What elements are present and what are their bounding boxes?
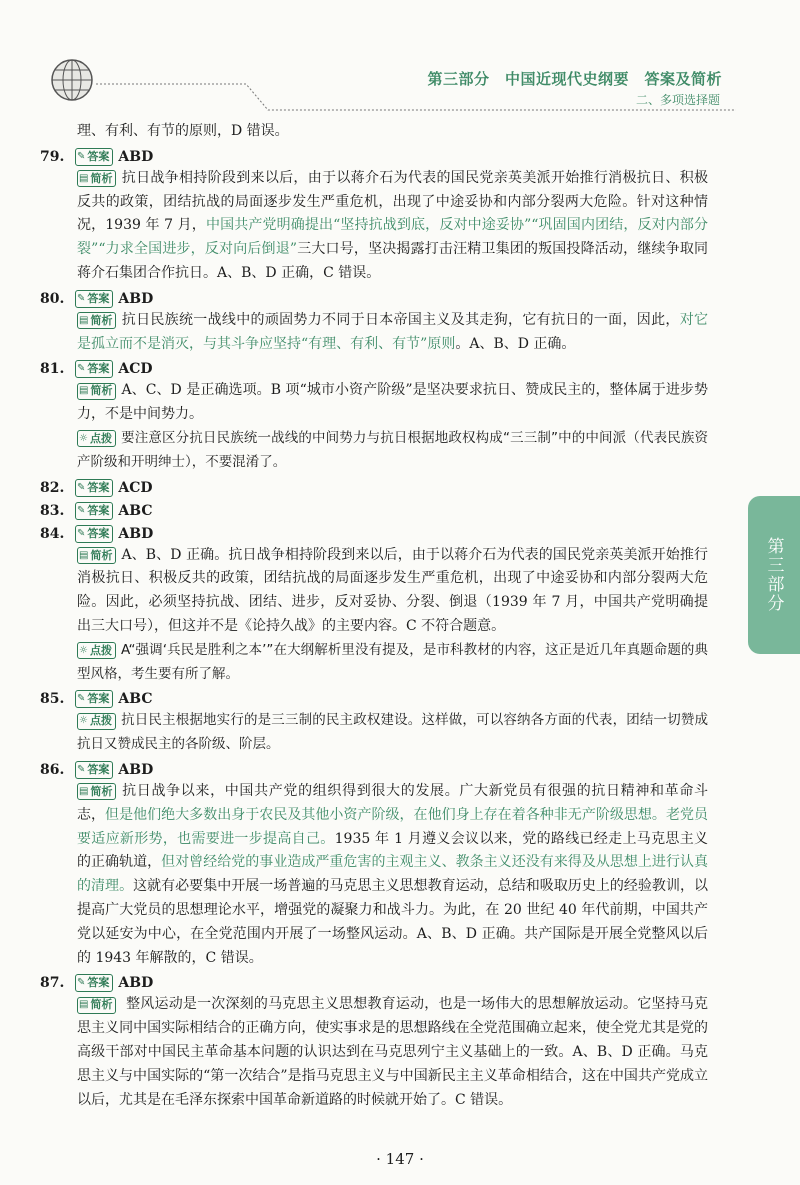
analysis-84: ▤ 简析 A、B、D 正确。抗日战争相持阶段到来以后，由于以蒋介石为代表的国民党亲英美派开始推行消极抗日、积极反共的政策，团结抗战的局面逐步发生严重危机，出现了中途妥协和内部分裂两大危险。因此，必须坚持抗战、团结、进步，反对妥协、分裂、倒退（1939 年 7 月，中国共产党明确提出三大口号），但这并不是《论持久战》的主要内容。C 不符合题意。 bbox=[77, 544, 708, 639]
book-icon: ▤ bbox=[79, 172, 89, 184]
question-number: 87. bbox=[40, 975, 65, 992]
header-subtitle: 二、多项选择题 bbox=[635, 93, 720, 107]
tip-85: ☼ 点拨 抗日民主根据地实行的是三三制的民主政权建设。这样做，可以容纳各方面的代表，团结一切赞成抗日又赞成民主的各阶级、阶层。 bbox=[77, 709, 708, 757]
pencil-icon: ✎ bbox=[77, 292, 86, 304]
book-icon: ▤ bbox=[79, 314, 89, 326]
analysis-81: ▤ 简析 A、C、D 是正确选项。B 项“城市小资产阶级”是坚决要求抗日、赞成民主的，整体属于进步势力，不是中间势力。 bbox=[77, 379, 708, 427]
answer-value: ABC bbox=[118, 502, 153, 519]
question-83 bbox=[40, 501, 708, 521]
question-number: 83. bbox=[40, 502, 65, 519]
answer-content bbox=[40, 120, 708, 1112]
pencil-icon: ✎ bbox=[77, 977, 86, 989]
globe-icon bbox=[50, 58, 94, 102]
answer-badge: ✎ 答案 bbox=[75, 502, 113, 520]
question-number: 79. bbox=[40, 148, 65, 165]
question-87 bbox=[40, 973, 708, 993]
answer-value: ACD bbox=[118, 479, 153, 496]
page-number: · 147 · bbox=[376, 1150, 424, 1168]
analysis-badge: ▤ 简析 bbox=[77, 997, 116, 1014]
tip-badge: ☼ 点拨 bbox=[77, 642, 116, 659]
tip-badge: ☼ 点拨 bbox=[77, 713, 116, 730]
question-80 bbox=[40, 289, 708, 309]
analysis-86: ▤ 简析 抗日战争以来，中国共产党的组织得到很大的发展。广大新党员有很强的抗日精神和革命斗志，但是他们绝大多数出身于农民及其他小资产阶级，在他们身上存在着各种非无产阶级思想。老党员要适应新形势，也需要进一步提高自己。1935 年 1 月遵义会议以来，党的路线已经走上马克思主义的正确轨道，但对曾经给党的事业造成严重危害的主观主义、教条主义还没有来得及从思想上进行认真的清理。这就有必要集中开展一场普遍的马克思主义思想教育运动，总结和吸取历史上的经验教训，以提高广大党员的思想理论水平，增强党的凝聚力和战斗力。为此，在 20 世纪 40 年代前期，中国共产党以延安为中心，在全党范围内开展了一场整风运动。A、B、D 正确。共产国际是开展全党整风以后的 1943 年解散的，C 错误。 bbox=[77, 780, 708, 970]
answer-badge: ✎ 答案 bbox=[75, 761, 113, 779]
book-icon: ▤ bbox=[79, 785, 89, 797]
answer-value: ACD bbox=[118, 361, 153, 378]
analysis-badge: ▤ 简析 bbox=[77, 783, 116, 800]
section-side-tab bbox=[748, 496, 800, 654]
answer-value: ABD bbox=[118, 290, 154, 307]
analysis-79: ▤ 简析 抗日战争相持阶段到来以后，由于以蒋介石为代表的国民党亲英美派开始推行消极抗日、积极反共的政策，团结抗战的局面逐步发生严重危机，出现了中途妥协和内部分裂两大危险。针对这种情况，1939 年 7 月，中国共产党明确提出“坚持抗战到底，反对中途妥协”“巩固国内团结，反对内部分裂”“力求全国进步，反对向后倒退”三大口号，坚决揭露打击汪精卫集团的叛国投降活动，继续争取同蒋介石集团合作抗日。A、B、D 正确，C 错误。 bbox=[77, 167, 708, 286]
lightbulb-icon: ☼ bbox=[79, 644, 88, 656]
question-number: 84. bbox=[40, 525, 65, 542]
pencil-icon: ✎ bbox=[77, 693, 86, 705]
tip-81: ☼ 点拨 要注意区分抗日民族统一战线的中间势力与抗日根据地政权构成“三三制”中的中间派（代表民族资产阶级和开明绅士），不要混淆了。 bbox=[77, 427, 708, 475]
answer-value: ABC bbox=[118, 691, 153, 708]
lightbulb-icon: ☼ bbox=[79, 432, 88, 444]
question-82 bbox=[40, 478, 708, 498]
pencil-icon: ✎ bbox=[77, 763, 86, 775]
book-icon: ▤ bbox=[79, 549, 89, 561]
answer-value: ABD bbox=[118, 975, 154, 992]
question-number: 80. bbox=[40, 290, 65, 307]
book-icon: ▤ bbox=[79, 385, 89, 397]
question-79 bbox=[40, 147, 708, 167]
book-icon: ▤ bbox=[79, 999, 89, 1011]
pencil-icon: ✎ bbox=[77, 150, 86, 162]
question-number: 85. bbox=[40, 691, 65, 708]
lightbulb-icon: ☼ bbox=[79, 715, 88, 727]
analysis-badge: ▤ 简析 bbox=[77, 312, 116, 329]
tip-84: ☼ 点拨 A“强调‘兵民是胜利之本’”在大纲解析里没有提及，是市科教材的内容，这正是近几年真题命题的典型风格，考生要有所了解。 bbox=[77, 639, 708, 687]
question-number: 81. bbox=[40, 361, 65, 378]
analysis-80: ▤ 简析 抗日民族统一战线中的顽固势力不同于日本帝国主义及其走狗，它有抗日的一面，因此，对它是孤立而不是消灭，与其斗争应坚持“有理、有利、有节”原则。A、B、D 正确。 bbox=[77, 309, 708, 357]
intro-text: 理、有利、有节的原则，D 错误。 bbox=[77, 123, 289, 139]
pencil-icon: ✎ bbox=[77, 363, 86, 375]
answer-badge: ✎ 答案 bbox=[75, 974, 113, 992]
answer-badge: ✎ 答案 bbox=[75, 360, 113, 378]
question-number: 86. bbox=[40, 761, 65, 778]
question-84 bbox=[40, 524, 708, 544]
question-number: 82. bbox=[40, 479, 65, 496]
pencil-icon: ✎ bbox=[77, 527, 86, 539]
analysis-badge: ▤ 简析 bbox=[77, 170, 116, 187]
question-81 bbox=[40, 359, 708, 379]
answer-badge: ✎ 答案 bbox=[75, 148, 113, 166]
analysis-badge: ▤ 简析 bbox=[77, 383, 116, 400]
answer-badge: ✎ 答案 bbox=[75, 290, 113, 308]
header-title: 第三部分 中国近现代史纲要 答案及简析 bbox=[427, 70, 722, 88]
pencil-icon: ✎ bbox=[77, 504, 86, 516]
answer-badge: ✎ 答案 bbox=[75, 525, 113, 543]
answer-value: ABD bbox=[118, 761, 154, 778]
answer-value: ABD bbox=[118, 525, 154, 542]
side-tab-label: 第三部分 bbox=[763, 537, 784, 613]
answer-badge: ✎ 答案 bbox=[75, 690, 113, 708]
analysis-badge: ▤ 简析 bbox=[77, 547, 116, 564]
pencil-icon: ✎ bbox=[77, 481, 86, 493]
answer-badge: ✎ 答案 bbox=[75, 479, 113, 497]
tip-badge: ☼ 点拨 bbox=[77, 430, 116, 447]
analysis-87: ▤ 简析 整风运动是一次深刻的马克思主义思想教育运动，也是一场伟大的思想解放运动。它坚持马克思主义同中国实际相结合的正确方向，使实事求是的思想路线在全党范围确立起来，使全党尤其是党的高级干部对中国民主革命基本问题的认识达到在马克思列宁主义基础上的一致。A、B、D 正确。马克思主义与中国实际的“第一次结合”是指马克思主义与中国新民主主义革命相结合，这在中国共产党成立以后，尤其是在毛泽东探索中国革命新道路的时候就开始了。C 错误。 bbox=[77, 993, 708, 1112]
question-86 bbox=[40, 760, 708, 780]
question-85 bbox=[40, 689, 708, 709]
answer-value: ABD bbox=[118, 148, 154, 165]
